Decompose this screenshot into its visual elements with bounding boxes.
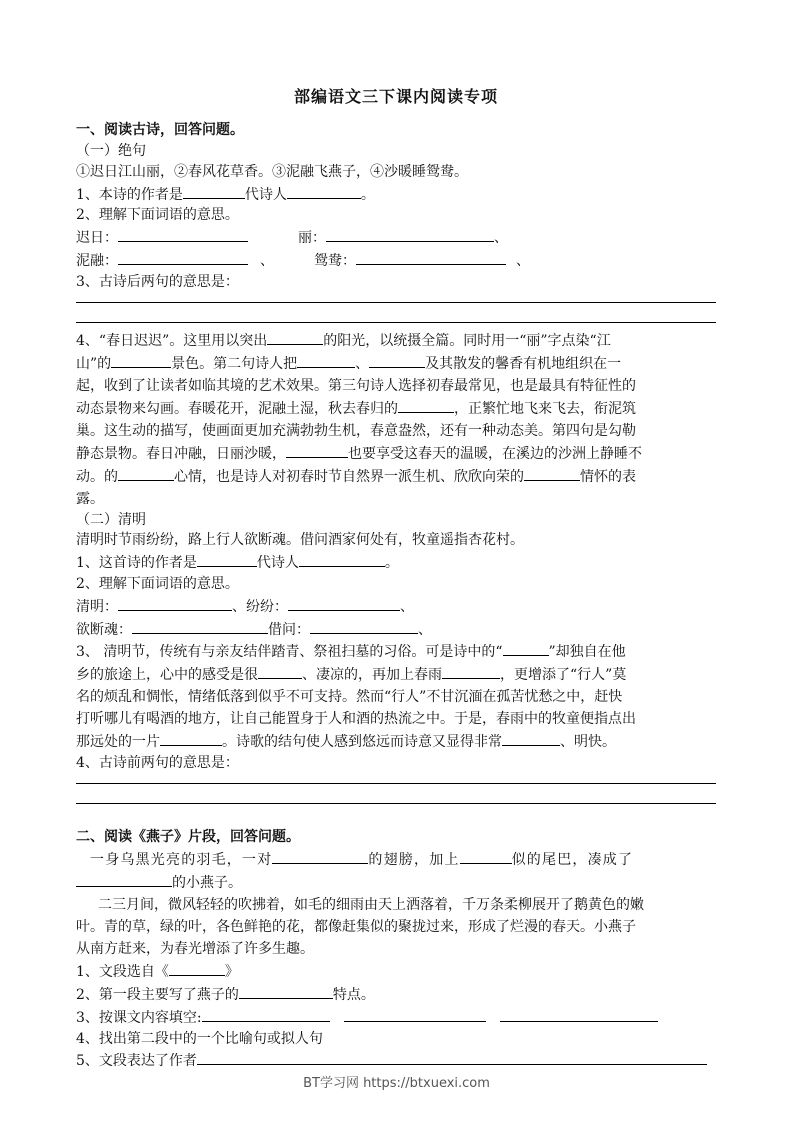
section2-q2: 2、第一段主要写了燕子的 特点。: [76, 983, 716, 1006]
poem1-words-row1: 迟日： 丽： 、: [76, 226, 716, 249]
poem2-words-row2: 欲断魂： 借问： 、: [76, 618, 716, 641]
section2-heading: 二、阅读《燕子》片段，回答问题。: [76, 829, 300, 846]
blank[interactable]: [356, 249, 506, 265]
answer-line[interactable]: [76, 301, 716, 303]
blank[interactable]: [118, 249, 248, 265]
poem2-label: （二）清明: [76, 511, 146, 528]
poem1-q3: 3、古诗后两句的意思是：: [76, 273, 239, 290]
poem2-q2: 2、理解下面词语的意思。: [76, 575, 239, 592]
section2-q5: 5、文段表达了作者: [76, 1049, 716, 1072]
poem1-words-row2: 泥融： 、 鸳鸯： 、: [76, 249, 716, 272]
site-footer: BT学习网 https://btxuexi.com: [303, 1076, 490, 1091]
poem2-text: 清明时节雨纷纷，路上行人欲断魂。借问酒家何处有，牧童遥指杏花村。: [76, 532, 524, 549]
yanzi-paragraph-1: 一身乌黑光亮的羽毛，一对 的翅膀，加上 似的尾巴，凑成了 的小燕子。: [76, 848, 716, 894]
worksheet: [76, 84, 716, 1072]
poem1-q2: 2、理解下面词语的意思。: [76, 207, 239, 224]
section2-q3: 3、按课文内容填空:: [76, 1006, 716, 1029]
section2-q1: 1、文段选自《 》: [76, 960, 716, 983]
blank[interactable]: [118, 226, 248, 242]
answer-line[interactable]: [76, 321, 716, 323]
answer-line[interactable]: [76, 782, 716, 784]
blank[interactable]: [326, 226, 494, 242]
poem1-label: （一）绝句: [76, 143, 146, 159]
section2-q4: 4、找出第二段中的一个比喻句或拟人句: [76, 1030, 323, 1047]
page-title: 部编语文三下课内阅读专项: [293, 87, 498, 106]
poem2-q1: 1、这首诗的作者是 代诗人 。: [76, 551, 716, 574]
blank[interactable]: [287, 183, 361, 199]
yanzi-paragraph-2: 二三月间，微风轻轻的吹拂着，如毛的细雨由天上洒落着，千万条柔柳展开了鹅黄色的嫩 叶。青的草，绿的叶，各色鲜艳的花，都像赶集似的聚拢过来，形成了烂漫的春天。小燕子 从南方赶来，为春光增添了许多生趣。: [76, 897, 644, 958]
poem2-q4: 4、古诗前两句的意思是：: [76, 755, 239, 772]
poem1-q1: 1、本诗的作者是 代诗人 。: [76, 183, 716, 206]
poem1-text: ①迟日江山丽，②春风花草香。③泥融飞燕子，④沙暖睡鸳鸯。: [76, 163, 468, 180]
blank[interactable]: [183, 183, 245, 199]
poem2-words-row1: 清明： 、纷纷： 、: [76, 595, 716, 618]
poem1-q4: 4、“春日迟迟”。这里用以突出 的阳光，以统摄全篇。同时用一“丽”字点染“江 山”的 景色。第二句诗人把 、 及其散发的馨香有机地组织在一 起，收到了让读者如临其境的艺术效果。第三句诗人选择初春最常见，也是最具有特征性的 动态景物来勾画。春暖花开，泥融土湿，秋去春归的 ，正繁忙地飞来飞去，衔泥筑 巢。这生动的描写，使画面更加充满勃勃生机，春意盎然，还有一种动态美。第四句是勾勒 静态景物。春日冲融，日丽沙暖， 也要享受这春天的温暖，在溪边的沙洲上静睡不 动。的 心情，也是诗人对初春时节自然界一派生机、欣欣向荣的 情怀的表 露。: [76, 329, 716, 510]
poem2-q3: 3、 清明节，传统有与亲友结伴踏青、祭祖扫墓的习俗。可是诗中的“ ”却独自在他 乡的旅途上，心中的感受是很 、凄凉的，再加上春雨 ，更增添了“行人”莫 名的烦乱和惆怅，情绪低落到似乎不可支持。然而“行人”不甘沉湎在孤苦忧愁之中，赶快 打听哪儿有喝酒的地方，让自己能置身于人和酒的热流之中。于是，春雨中的牧童便指点出 那远处的一片 。诗歌的结句使人感到悠远而诗意又显得非常 、明快。: [76, 640, 716, 753]
section1-heading: 一、阅读古诗，回答问题。: [76, 122, 244, 138]
